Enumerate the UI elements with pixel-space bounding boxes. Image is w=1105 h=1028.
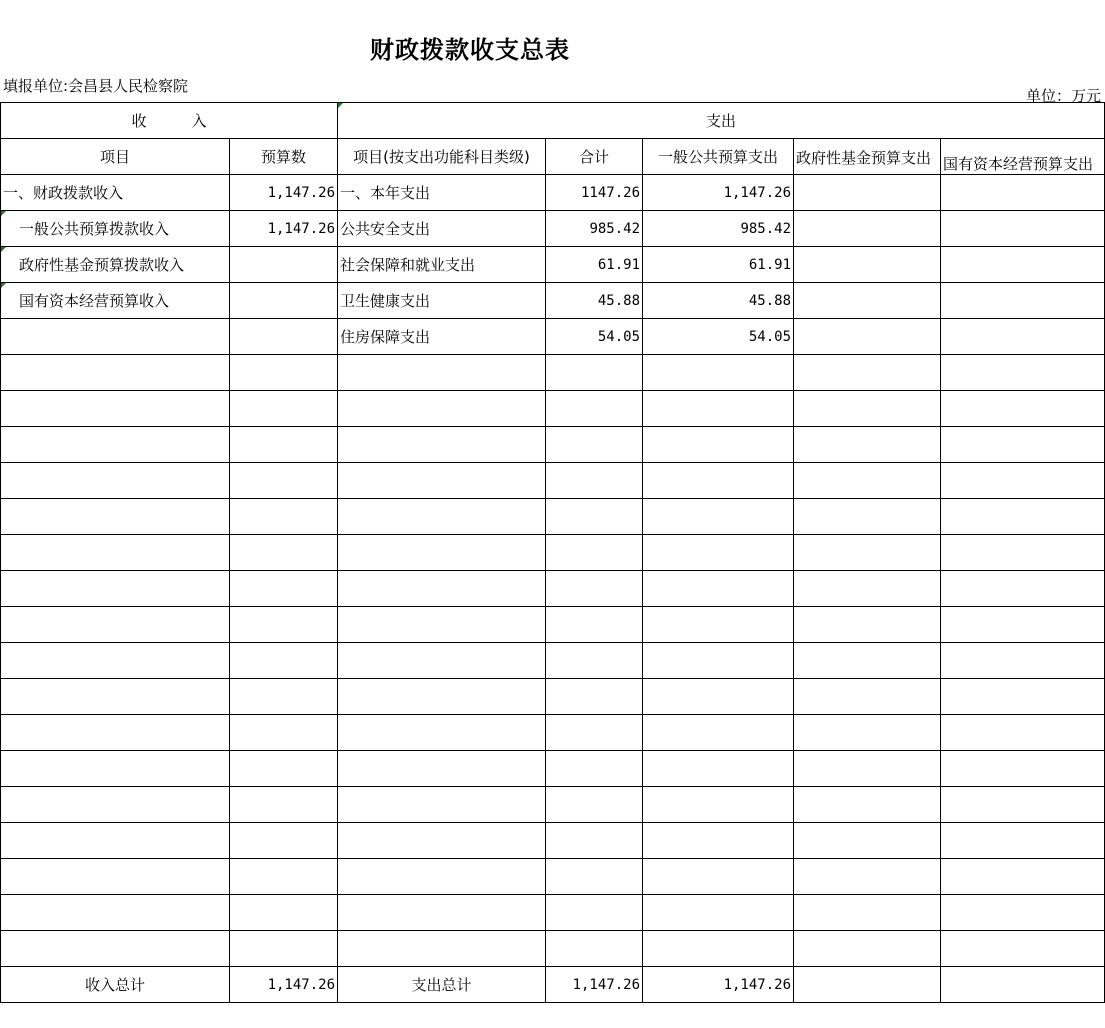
cell-gov-fund[interactable] [794,247,941,283]
cell-exp-item[interactable] [338,463,546,499]
cell-budget[interactable] [230,823,338,859]
table-row [1,787,1105,823]
cell-exp-item[interactable] [338,535,546,571]
cell-budget[interactable] [230,787,338,823]
cell-total[interactable]: 54.05 [546,319,643,355]
cell-state-capital[interactable] [941,283,1105,319]
cell-exp-item[interactable] [338,571,546,607]
cell-budget[interactable] [230,391,338,427]
table-row [1,679,1105,715]
cell-exp-item[interactable]: 一、本年支出 [338,175,546,211]
cell-total[interactable] [546,859,643,895]
cell-general[interactable] [643,931,794,967]
total-state-capital[interactable] [941,967,1105,1003]
cell-state-capital[interactable] [941,787,1105,823]
cell-general[interactable] [643,895,794,931]
cell-gov-fund[interactable] [794,283,941,319]
expense-header[interactable]: 支出 [338,103,1105,139]
cell-income-item[interactable] [1,499,230,535]
cell-income-item[interactable] [1,427,230,463]
cell-gov-fund[interactable] [794,571,941,607]
cell-gov-fund[interactable] [794,463,941,499]
cell-state-capital[interactable] [941,355,1105,391]
cell-income-item[interactable] [1,859,230,895]
cell-state-capital[interactable] [941,823,1105,859]
cell-total[interactable] [546,931,643,967]
cell-general[interactable] [643,391,794,427]
cell-gov-fund[interactable] [794,607,941,643]
cell-state-capital[interactable] [941,859,1105,895]
table-row [1,931,1105,967]
cell-state-capital[interactable] [941,571,1105,607]
cell-general[interactable] [643,427,794,463]
cell-state-capital[interactable] [941,211,1105,247]
cell-general[interactable] [643,679,794,715]
table-row [1,427,1105,463]
cell-income-item[interactable] [1,823,230,859]
cell-total[interactable] [546,715,643,751]
cell-total[interactable] [546,607,643,643]
cell-state-capital[interactable] [941,643,1105,679]
cell-gov-fund[interactable] [794,751,941,787]
cell-general[interactable]: 61.91 [643,247,794,283]
cell-gov-fund[interactable] [794,787,941,823]
cell-exp-item[interactable]: 社会保障和就业支出 [338,247,546,283]
table-row [1,319,1105,355]
cell-gov-fund[interactable] [794,715,941,751]
cell-total[interactable] [546,823,643,859]
cell-budget[interactable] [230,283,338,319]
cell-exp-item[interactable] [338,751,546,787]
cell-gov-fund[interactable] [794,391,941,427]
cell-budget[interactable] [230,643,338,679]
cell-general[interactable] [643,823,794,859]
cell-total[interactable]: 45.88 [546,283,643,319]
cell-exp-item[interactable] [338,895,546,931]
table-row [1,499,1105,535]
total-expense-label[interactable]: 支出总计 [338,967,546,1003]
cell-state-capital[interactable] [941,175,1105,211]
cell-general[interactable] [643,751,794,787]
cell-total[interactable] [546,391,643,427]
cell-total[interactable] [546,787,643,823]
col-item-header[interactable]: 项目 [1,139,230,175]
cell-total[interactable] [546,679,643,715]
cell-budget[interactable] [230,751,338,787]
cell-budget[interactable] [230,859,338,895]
cell-state-capital[interactable] [941,499,1105,535]
cell-budget[interactable] [230,895,338,931]
cell-budget[interactable] [230,499,338,535]
budget-table [0,102,1105,1003]
cell-gov-fund[interactable] [794,427,941,463]
cell-budget[interactable]: 1,147.26 [230,175,338,211]
cell-exp-item[interactable] [338,823,546,859]
cell-general[interactable] [643,571,794,607]
cell-gov-fund[interactable] [794,175,941,211]
table-row [1,607,1105,643]
cell-gov-fund[interactable] [794,643,941,679]
cell-income-item[interactable] [1,787,230,823]
cell-exp-item[interactable]: 公共安全支出 [338,211,546,247]
total-gov-fund[interactable] [794,967,941,1003]
cell-income-item[interactable] [1,679,230,715]
cell-general[interactable] [643,859,794,895]
cell-exp-item[interactable] [338,355,546,391]
table-row [1,643,1105,679]
cell-total[interactable] [546,463,643,499]
reporting-unit: 填报单位:会昌县人民检察院 [3,77,189,95]
cell-exp-item[interactable] [338,931,546,967]
table-row [1,895,1105,931]
table-row [1,247,1105,283]
currency-unit: 单位：万元 [1025,87,1101,105]
cell-budget[interactable] [230,355,338,391]
cell-general[interactable] [643,607,794,643]
cell-total[interactable]: 1147.26 [546,175,643,211]
cell-budget[interactable] [230,931,338,967]
table-row [1,355,1105,391]
cell-total[interactable] [546,751,643,787]
cell-gov-fund[interactable] [794,823,941,859]
cell-state-capital[interactable] [941,715,1105,751]
col-total-header[interactable]: 合计 [546,139,643,175]
cell-state-capital[interactable] [941,247,1105,283]
cell-gov-fund[interactable] [794,499,941,535]
cell-state-capital[interactable] [941,427,1105,463]
cell-income-item[interactable] [1,751,230,787]
cell-gov-fund[interactable] [794,319,941,355]
cell-state-capital[interactable] [941,319,1105,355]
cell-general[interactable] [643,787,794,823]
cell-general[interactable]: 985.42 [643,211,794,247]
cell-general[interactable] [643,715,794,751]
cell-income-item[interactable] [1,571,230,607]
cell-general[interactable] [643,499,794,535]
cell-general[interactable]: 45.88 [643,283,794,319]
cell-general[interactable] [643,355,794,391]
cell-total[interactable] [546,643,643,679]
table-row [1,715,1105,751]
page-title: 财政拨款收支总表 [370,36,570,64]
cell-state-capital[interactable] [941,607,1105,643]
cell-budget[interactable] [230,607,338,643]
cell-gov-fund[interactable] [794,895,941,931]
cell-gov-fund[interactable] [794,679,941,715]
cell-general[interactable] [643,535,794,571]
total-income-label[interactable]: 收入总计 [1,967,230,1003]
totals-row [1,967,1105,1003]
cell-state-capital[interactable] [941,895,1105,931]
cell-exp-item[interactable] [338,427,546,463]
table-row [1,463,1105,499]
col-general-header[interactable]: 一般公共预算支出 [643,139,794,175]
table-row [1,571,1105,607]
cell-state-capital[interactable] [941,931,1105,967]
table-row [1,283,1105,319]
table-row [1,859,1105,895]
cell-total[interactable] [546,427,643,463]
cell-general[interactable]: 1,147.26 [643,175,794,211]
cell-exp-item[interactable] [338,607,546,643]
cell-income-item[interactable]: 国有资本经营预算收入 [1,283,230,319]
cell-income-item[interactable] [1,391,230,427]
cell-general[interactable] [643,643,794,679]
cell-income-item[interactable] [1,607,230,643]
cell-total[interactable] [546,535,643,571]
cell-exp-item[interactable] [338,859,546,895]
total-general[interactable]: 1,147.26 [643,967,794,1003]
cell-budget[interactable] [230,535,338,571]
cell-total[interactable]: 985.42 [546,211,643,247]
cell-gov-fund[interactable] [794,535,941,571]
cell-income-item[interactable] [1,931,230,967]
table-row [1,391,1105,427]
cell-exp-item[interactable] [338,787,546,823]
cell-income-item[interactable] [1,715,230,751]
table-row [1,823,1105,859]
cell-budget[interactable] [230,715,338,751]
cell-budget[interactable]: 1,147.26 [230,211,338,247]
cell-total[interactable] [546,571,643,607]
cell-budget[interactable] [230,247,338,283]
cell-state-capital[interactable] [941,391,1105,427]
cell-exp-item[interactable] [338,715,546,751]
table-row [1,211,1105,247]
cell-state-capital[interactable] [941,463,1105,499]
cell-total[interactable] [546,895,643,931]
cell-exp-item[interactable] [338,679,546,715]
cell-income-item[interactable] [1,463,230,499]
cell-gov-fund[interactable] [794,859,941,895]
cell-budget[interactable] [230,463,338,499]
col-gov-fund-header[interactable]: 政府性基金预算支出 [794,139,941,175]
cell-income-item[interactable]: 政府性基金预算拨款收入 [1,247,230,283]
col-budget-header[interactable]: 预算数 [230,139,338,175]
column-header-row [1,139,1105,175]
cell-general[interactable] [643,463,794,499]
cell-budget[interactable] [230,679,338,715]
col-exp-item-header[interactable]: 项目(按支出功能科目类级) [338,139,546,175]
cell-state-capital[interactable] [941,535,1105,571]
cell-exp-item[interactable]: 住房保障支出 [338,319,546,355]
cell-income-item[interactable]: 一般公共预算拨款收入 [1,211,230,247]
cell-income-item[interactable] [1,643,230,679]
col-state-capital-header[interactable]: 国有资本经营预算支出 [941,139,1105,175]
cell-income-item[interactable] [1,895,230,931]
cell-gov-fund[interactable] [794,931,941,967]
cell-budget[interactable] [230,319,338,355]
cell-budget[interactable] [230,571,338,607]
cell-exp-item[interactable]: 卫生健康支出 [338,283,546,319]
income-header[interactable]: 收 入 [1,103,338,139]
cell-general[interactable]: 54.05 [643,319,794,355]
cell-total[interactable]: 61.91 [546,247,643,283]
cell-exp-item[interactable] [338,391,546,427]
cell-budget[interactable] [230,427,338,463]
total-income-value[interactable]: 1,147.26 [230,967,338,1003]
cell-income-item[interactable] [1,319,230,355]
cell-state-capital[interactable] [941,751,1105,787]
cell-gov-fund[interactable] [794,211,941,247]
cell-exp-item[interactable] [338,643,546,679]
cell-income-item[interactable]: 一、财政拨款收入 [1,175,230,211]
cell-state-capital[interactable] [941,679,1105,715]
cell-gov-fund[interactable] [794,355,941,391]
table-row [1,751,1105,787]
cell-total[interactable] [546,355,643,391]
table-row [1,535,1105,571]
table-row [1,175,1105,211]
cell-income-item[interactable] [1,355,230,391]
total-total[interactable]: 1,147.26 [546,967,643,1003]
cell-exp-item[interactable] [338,499,546,535]
cell-income-item[interactable] [1,535,230,571]
cell-total[interactable] [546,499,643,535]
group-header-row [1,103,1105,139]
